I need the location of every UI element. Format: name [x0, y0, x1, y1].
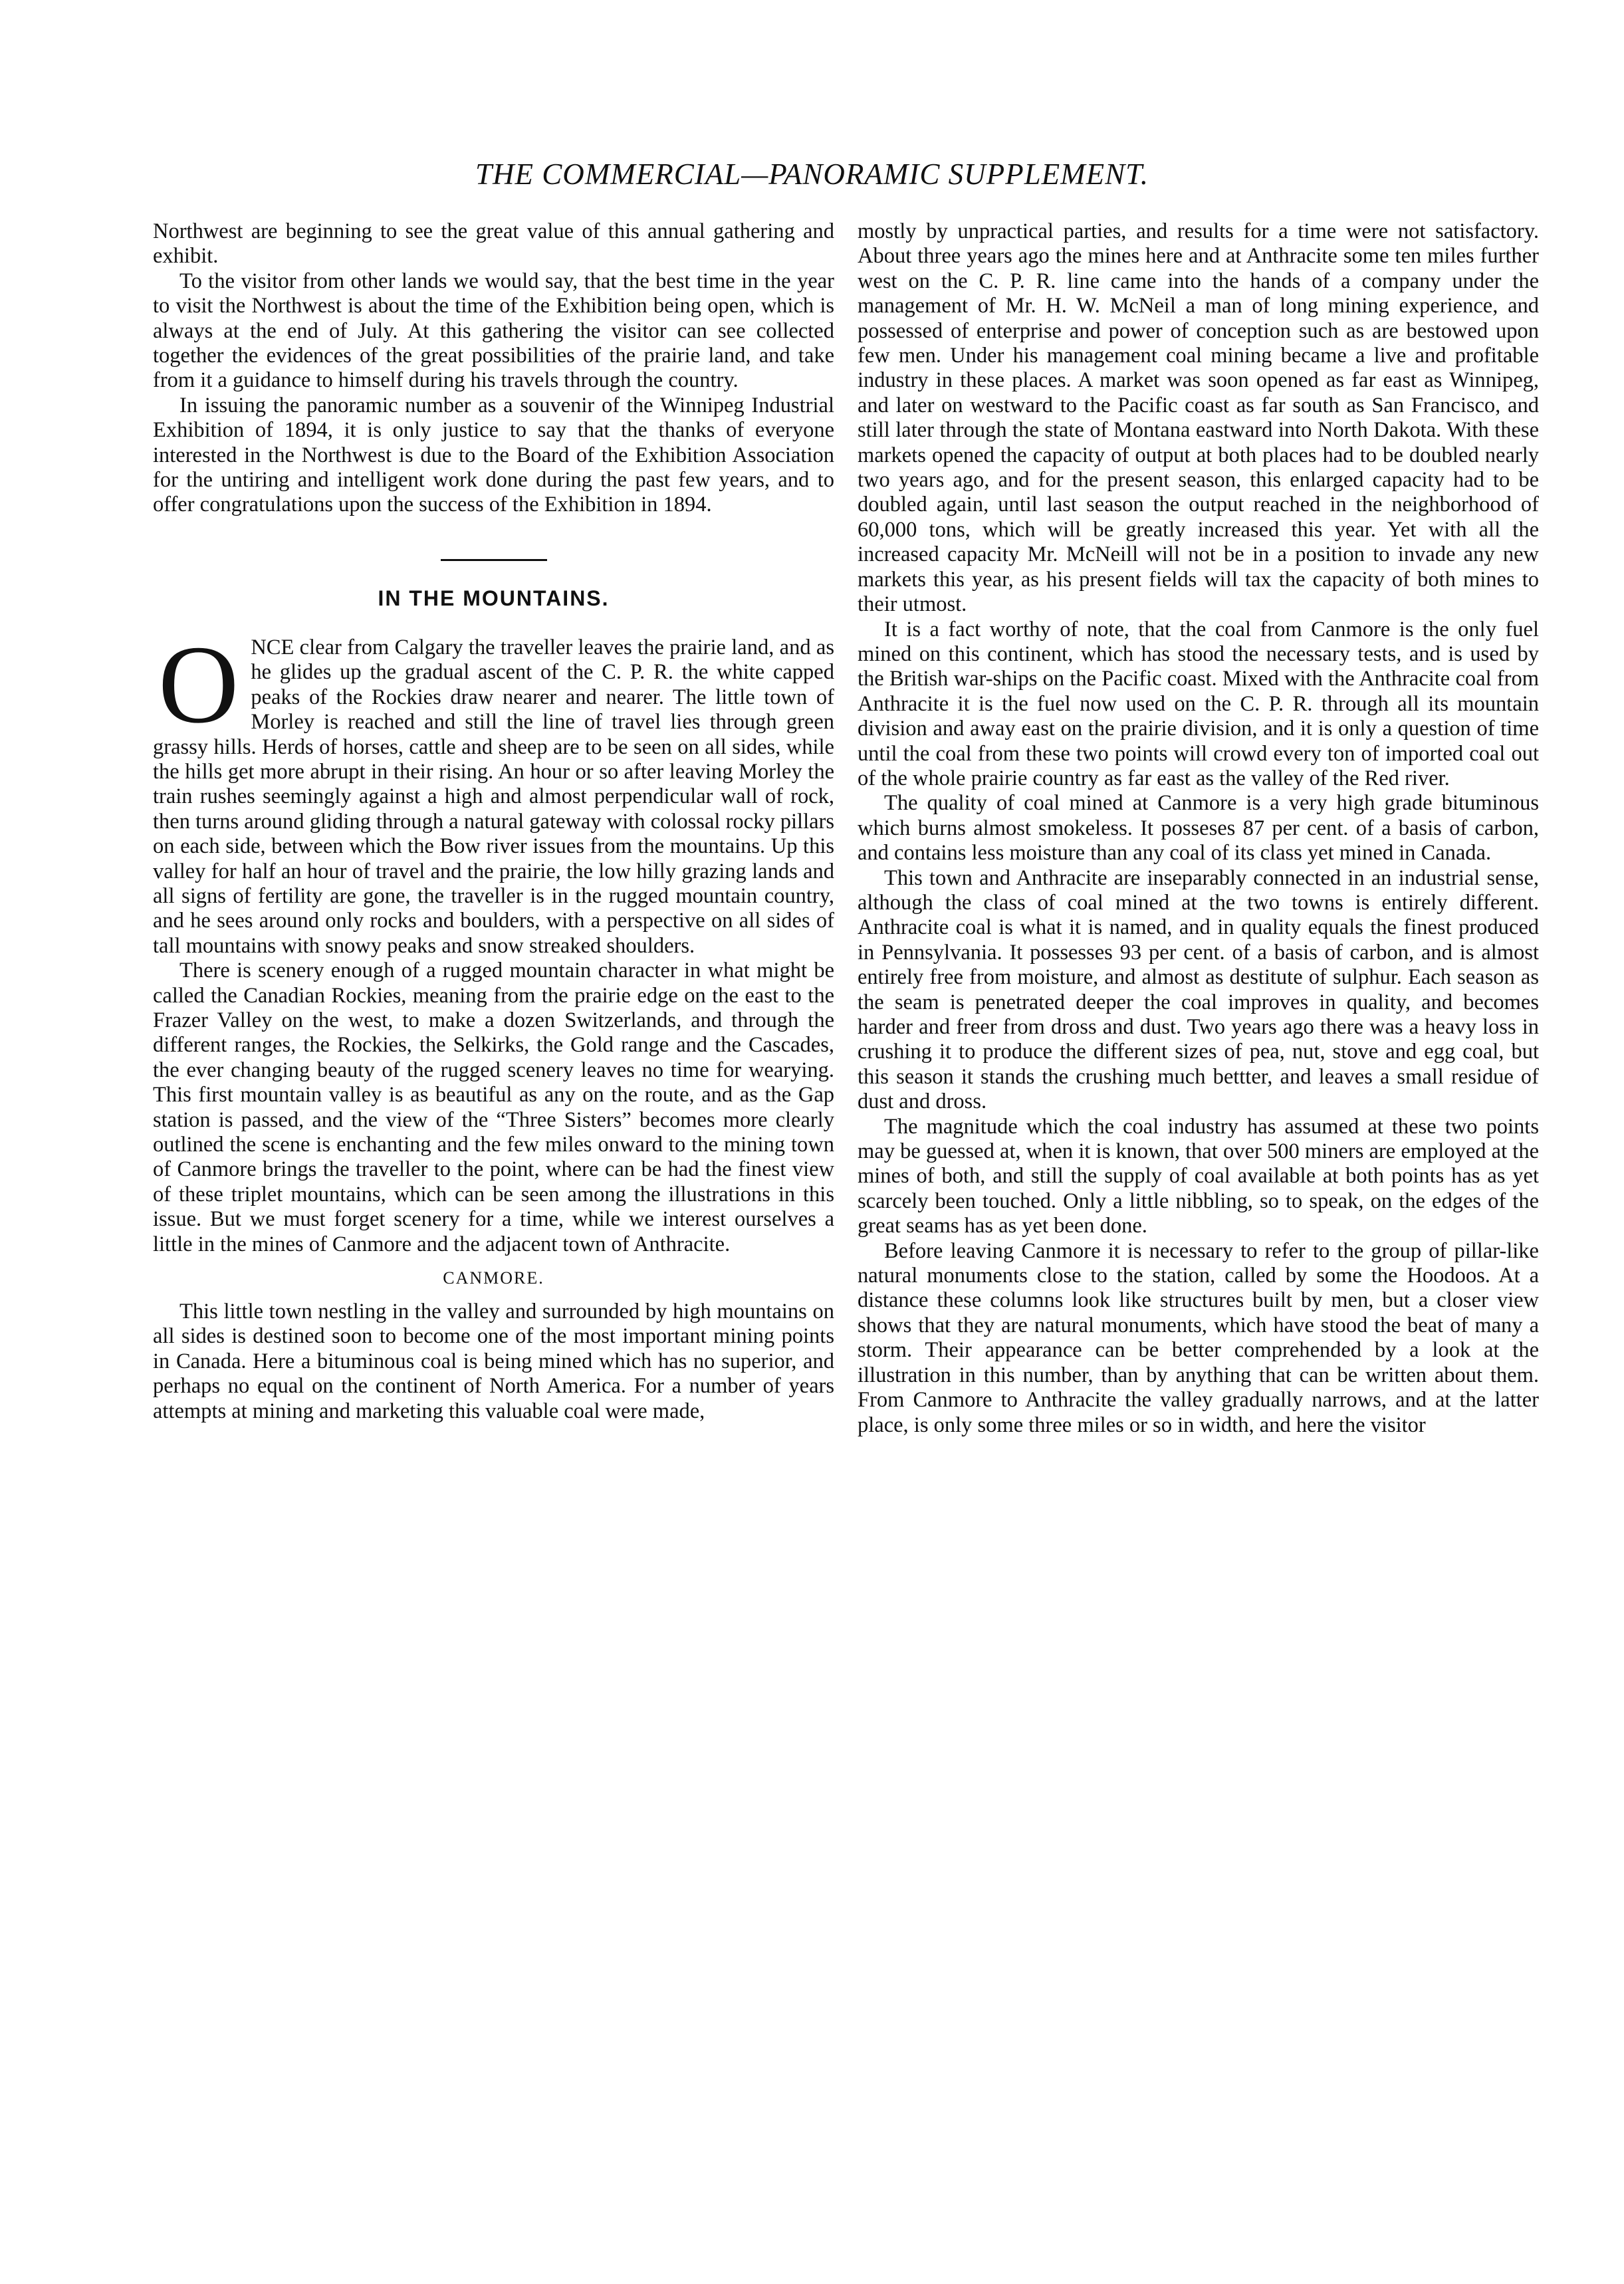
left-column: [153, 219, 834, 1424]
right-paragraph-5: The magnitude which the coal industry has assumed at these two points may be guessed at, when it is known, that over 500 miners are employed at the mines of both, and still the supply of coal available at both points has as yet scarcely been touched. Only a little nibbling, so to speak, on the edges of the great seams has as yet been done.: [858, 1114, 1539, 1238]
right-paragraph-1: mostly by unpractical parties, and results for a time were not satisfactory. About three years ago the mines here and at Anthracite some ten miles further west on the C. P. R. line came into the hands of a company under the management of Mr. H. W. McNeil a man of long mining experience, and possessed of enterprise and power of conception such as are bestowed upon few men. Under his management coal mining became a live and profitable industry in these places. A market was soon opened as far east as Winnipeg, and later on westward to the Pacific coast as far south as San Francisco, and still later through the state of Montana eastward into North Dakota. With these markets opened the capacity of output at both places had to be doubled nearly two years ago, and for the present season, this enlarged capacity had to be doubled again, until last season the output reached in the neighborhood of 60,000 tons, which will be greatly increased this year. Yet with all the increased capacity Mr. McNeill will not be in a position to invade any new markets this year, as his present fields will tax the capacity of both mines to their utmost.: [858, 219, 1539, 617]
right-paragraph-6: Before leaving Canmore it is necessary to refer to the group of pillar-like natural monuments close to the station, called by some the Hoodoos. At a distance these columns look like structures built by men, but a closer view shows that they are natural monuments, which have stood the beat of many a storm. Their appearance can be better comprehended by a look at the illustration in this number, than by anything that can be written about them. From Canmore to Anthracite the valley gradually narrows, and at the latter place, is only some three miles or so in width, and here the visitor: [858, 1238, 1539, 1437]
right-paragraph-2: It is a fact worthy of note, that the coal from Canmore is the only fuel mined on this continent, which has stood the necessary tests, and is used by the British war-ships on the Pacific coast. Mixed with the Anthracite coal from Anthracite it is the fuel now used on the C. P. R. through all its mountain division and away east on the prairie division, and it is only a question of time until the coal from these two points will crowd every ton of imported coal out of the whole prairie country as far east as the valley of the Red river.: [858, 617, 1539, 790]
running-head: THE COMMERCIAL—PANORAMIC SUPPLEMENT.: [475, 158, 1149, 191]
right-column: [858, 219, 1539, 1438]
mountains-paragraph-1-text: NCE clear from Calgary the traveller leaves the prairie land, and as he glides up the gradual ascent of the C. P. R. the white capped peaks of the Rockies draw nearer and nearer. The little town of Morley is reached and still the line of travel lies through green grassy hills. Herds of horses, cattle and sheep are to be seen on all sides, while the hills get more abrupt in their rising. An hour or so after leaving Morley the train rushes seemingly against a high and almost perpendicular wall of rock, then turns around gliding through a natural gateway with colossal rocky pillars on each side, between which the Bow river issues from the mountains. Up this valley for half an hour of travel and the prairie, the low hilly grazing lands and all signs of fertility are gone, the traveller is in the rugged mountain country, and he sees around only rocks and boulders, with a perspective on all sides of tall mountains with snowy peaks and snow streaked shoulders.: [153, 635, 834, 958]
intro-paragraph-2: To the visitor from other lands we would say, that the best time in the year to visit the Northwest is about the time of the Exhibition being open, which is always at the end of July. At this gathering the visitor can see collected together the evidences of the great possibilities of the prairie land, and take from it a guidance to himself during his travels through the country.: [153, 269, 834, 393]
intro-paragraph-3: In issuing the panoramic number as a souvenir of the Winnipeg Industrial Exhibition of 1894, it is only justice to say that the thanks of everyone interested in the Northwest is due to the Board of the Exhibition Association for the untiring and intelligent work done during the past few years, and to offer congratulations upon the success of the Exhibition in 1894.: [153, 393, 834, 517]
intro-paragraph-1: Northwest are beginning to see the great value of this annual gathering and exhibit.: [153, 219, 834, 269]
section-heading: IN THE MOUNTAINS.: [378, 586, 610, 610]
mountains-paragraph-2: There is scenery enough of a rugged mountain character in what might be called the Canadian Rockies, meaning from the prairie edge on the east to the Frazer Valley on the west, to make a dozen Switzerlands, and through the different ranges, the Rockies, the Selkirks, the Gold range and the Cascades, the ever changing beauty of the rugged scenery leaves no time for wearying. This first mountain valley is as beautiful as any on the route, and as the Gap station is passed, and the view of the “Three Sisters” becomes more clearly outlined the scene is enchanting and the few miles onward to the mining town of Canmore brings the traveller to the point, where can be had the finest view of these triplet mountains, which can be seen among the illustrations in this issue. But we must forget scenery for a time, while we interest ourselves a little in the mines of Canmore and the adjacent town of Anthracite.: [153, 959, 834, 1256]
canmore-paragraph: This little town nestling in the valley and surrounded by high mountains on all sides is destined soon to become one of the most important mining points in Canada. Here a bituminous coal is being mined which has no superior, and perhaps no equal on the continent of North America. For a number of years attempts at mining and marketing this valuable coal were made,: [153, 1300, 834, 1423]
drop-cap: O: [158, 622, 239, 746]
section-divider: [441, 559, 547, 561]
sub-heading-canmore: CANMORE.: [443, 1268, 544, 1288]
mountains-paragraph-1: [153, 622, 834, 959]
right-paragraph-4: This town and Anthracite are inseparably connected in an industrial sense, although the class of coal mined at the two towns is entirely different. Anthracite coal is what it is named, and in quality equals the finest produced in Pennsylvania. It possesses 93 per cent. of a basis of carbon, and is almost entirely free from moisture, and almost as destitute of sulphur. Each season as the seam is penetrated deeper the coal improves in quality, and becomes harder and freer from dross and dust. Two years ago there was a heavy loss in crushing it to produce the different sizes of pea, nut, stove and egg coal, but this season it stands the crushing much bettter, and leaves a small residue of dust and dross.: [858, 865, 1539, 1114]
right-paragraph-3: The quality of coal mined at Canmore is a very high grade bituminous which burns almost smokeless. It posseses 87 per cent. of a basis of carbon, and contains less moisture than any coal of its class yet mined in Canada.: [858, 791, 1539, 865]
